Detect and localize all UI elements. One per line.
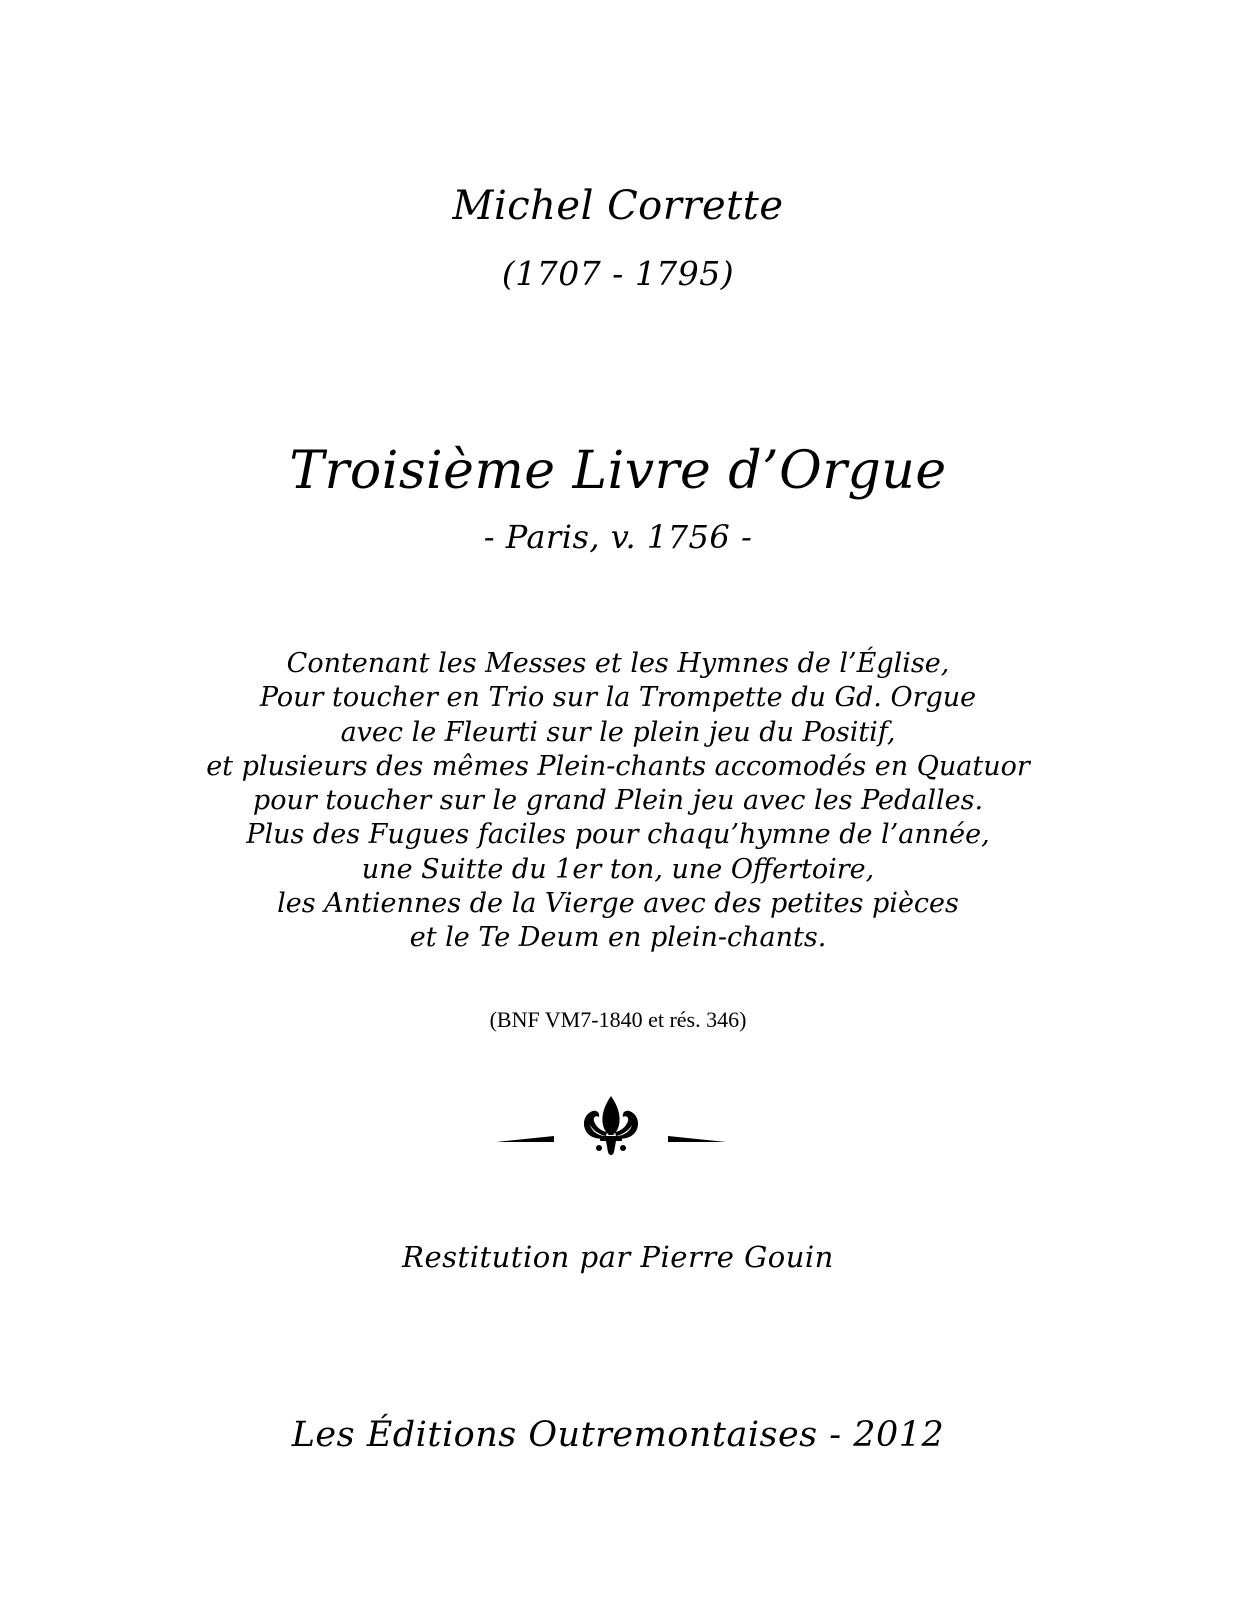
composer-name: Michel Corrette — [452, 183, 784, 229]
work-subtitle: - Paris, v. 1756 - — [483, 518, 753, 556]
description-line: Plus des Fugues faciles pour chaqu’hymne de l’année, — [246, 819, 990, 851]
description-line: et le Te Deum en plein-chants. — [409, 922, 827, 954]
composer-dates: (1707 - 1795) — [501, 254, 735, 293]
description-line: avec le Fleurti sur le plein jeu du Positif, — [340, 716, 896, 748]
fleur-de-lis-icon — [496, 1092, 726, 1162]
description-line: Contenant les Messes et les Hymnes de l’Église, — [286, 648, 950, 679]
description-line: et plusieurs des mêmes Plein-chants accomodés en Quatuor — [206, 750, 1030, 782]
publisher-credit: Les Éditions Outremontaises - 2012 — [291, 1415, 945, 1455]
editor-credit: Restitution par Pierre Gouin — [402, 1240, 834, 1274]
fleur-de-lis-shape — [584, 1096, 638, 1155]
description-block — [0, 647, 1236, 956]
left-rule-ornament — [496, 1136, 554, 1142]
right-rule-ornament — [668, 1136, 726, 1142]
shelfmark: (BNF VM7-1840 et rés. 346) — [489, 1007, 747, 1032]
work-title: Troisième Livre d’Orgue — [289, 441, 947, 501]
description-line: une Suitte du 1er ton, une Offertoire, — [361, 853, 875, 885]
description-line: pour toucher sur le grand Plein jeu avec les Pedalles. — [252, 785, 984, 817]
description-line: Pour toucher en Trio sur la Trompette du Gd. Orgue — [259, 682, 977, 714]
description-line: les Antiennes de la Vierge avec des petites pièces — [277, 888, 959, 920]
